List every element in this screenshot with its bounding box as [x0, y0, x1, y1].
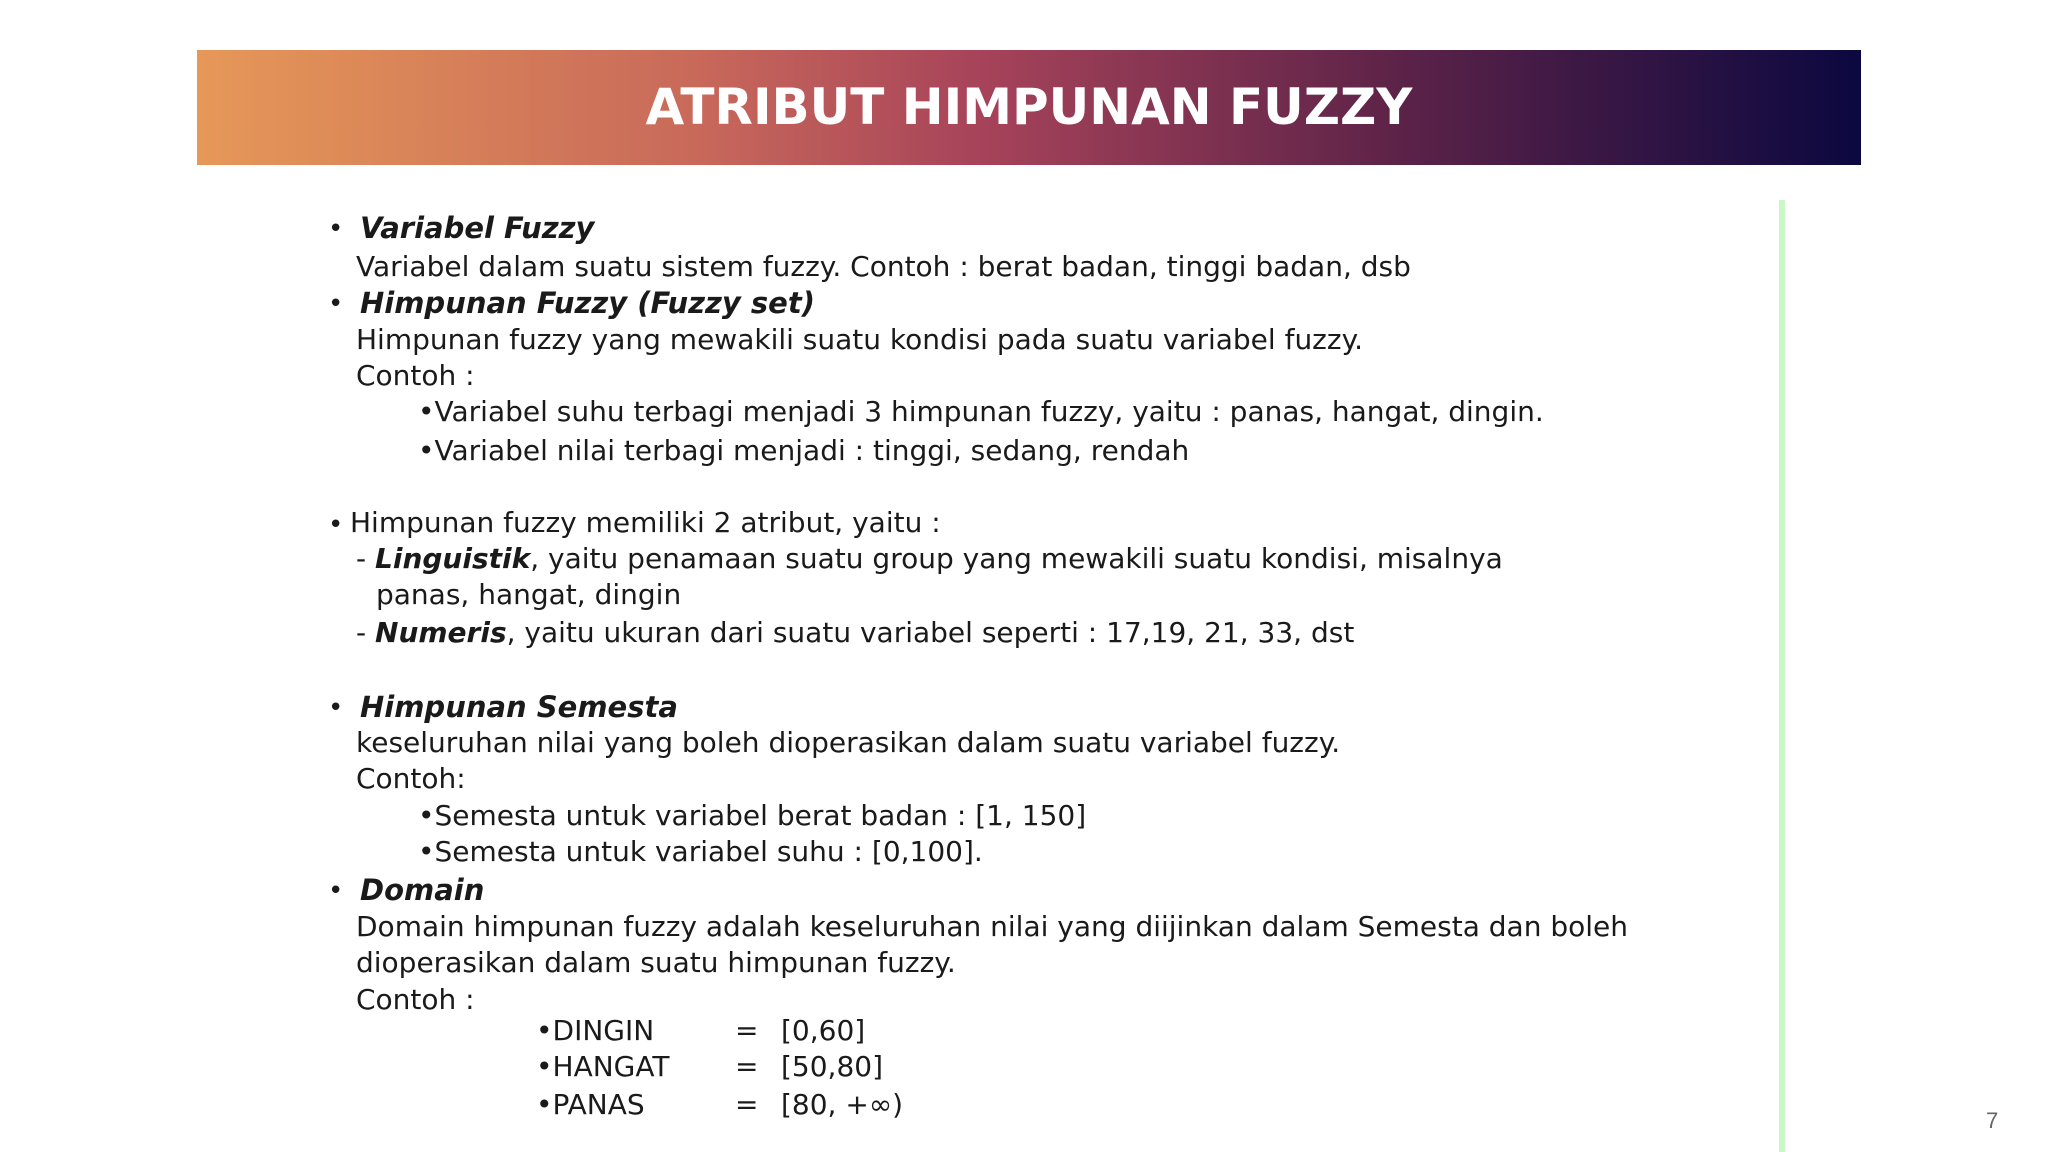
himpunan-contoh-label: Contoh :	[356, 359, 475, 392]
page-number: 7	[1986, 1108, 1999, 1133]
domain-item-name: •HANGAT	[536, 1050, 670, 1083]
heading-variabel-fuzzy: Variabel Fuzzy	[360, 211, 595, 245]
atribut-intro: Himpunan fuzzy memiliki 2 atribut, yaitu :	[350, 506, 941, 539]
semesta-contoh-label: Contoh:	[356, 762, 466, 795]
title-banner	[197, 50, 1861, 165]
accent-divider	[1779, 200, 1785, 1152]
heading-domain: Domain	[360, 873, 485, 907]
domain-item-value: [80, +∞)	[781, 1088, 904, 1121]
heading-himpunan-semesta: Himpunan Semesta	[360, 690, 678, 724]
domain-item-name: •PANAS	[536, 1088, 645, 1121]
term-linguistik: Linguistik	[375, 542, 531, 575]
slide-title: ATRIBUT HIMPUNAN FUZZY	[645, 78, 1413, 136]
domain-item-equals: =	[735, 1014, 759, 1047]
term-numeris: Numeris	[375, 616, 507, 649]
atribut-numeris: - Numeris, yaitu ukuran dari suatu variabel seperti : 17,19, 21, 33, dst	[356, 616, 1355, 649]
bullet-icon: •	[328, 876, 344, 906]
himpunan-example-item: •Variabel suhu terbagi menjadi 3 himpunan fuzzy, yaitu : panas, hangat, dingin.	[418, 395, 1544, 428]
domain-item-value: [0,60]	[781, 1014, 866, 1047]
bullet-icon: •	[328, 693, 344, 723]
domain-contoh-label: Contoh :	[356, 983, 475, 1016]
domain-item-equals: =	[735, 1050, 759, 1083]
atribut-linguistik: - Linguistik, yaitu penamaan suatu group yang mewakili suatu kondisi, misalnya	[356, 542, 1503, 575]
domain-item-value: [50,80]	[781, 1050, 884, 1083]
semesta-example-item: •Semesta untuk variabel berat badan : [1, 150]	[418, 799, 1087, 832]
domain-item-name: •DINGIN	[536, 1014, 655, 1047]
domain-description: Domain himpunan fuzzy adalah keseluruhan nilai yang diijinkan dalam Semesta dan boleh	[356, 910, 1629, 943]
bullet-icon: •	[328, 289, 344, 319]
himpunan-example-item: •Variabel nilai terbagi menjadi : tinggi, sedang, rendah	[418, 434, 1190, 467]
bullet-icon: •	[328, 510, 344, 540]
bullet-icon: •	[328, 214, 344, 244]
domain-description-continuation: dioperasikan dalam suatu himpunan fuzzy.	[356, 946, 956, 979]
semesta-description: keseluruhan nilai yang boleh dioperasikan dalam suatu variabel fuzzy.	[356, 726, 1341, 759]
domain-item-equals: =	[735, 1088, 759, 1121]
semesta-example-item: •Semesta untuk variabel suhu : [0,100].	[418, 835, 983, 868]
heading-himpunan-fuzzy: Himpunan Fuzzy (Fuzzy set)	[360, 286, 815, 320]
atribut-linguistik-continuation: panas, hangat, dingin	[376, 578, 682, 611]
variabel-description: Variabel dalam suatu sistem fuzzy. Contoh : berat badan, tinggi badan, dsb	[356, 250, 1411, 283]
himpunan-description: Himpunan fuzzy yang mewakili suatu kondisi pada suatu variabel fuzzy.	[356, 323, 1364, 356]
